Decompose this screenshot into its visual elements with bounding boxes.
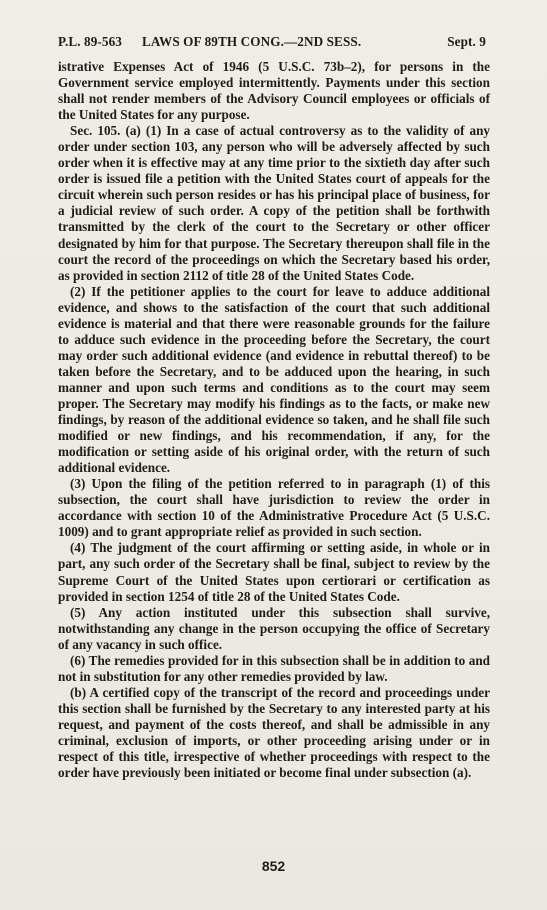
paragraph-sec-105-a-1: Sec. 105. (a) (1) In a case of actual controversy as to the validity of any order under section 103, any person who will be adversely affected by such order when it is effective may at any time prior to the sixtieth day after such order is issued file a petition with the United States court of appeals for the circuit wherein such person resides or has his principal place of business, for a judicial review of such order. A copy of the petition shall be forthwith transmitted by the clerk of the court to the Secretary or other officer designated by him for that purpose. The Secretary thereupon shall file in the court the record of the proceedings on which the Secretary based his order, as provided in section 2112 of title 28 of the United States Code. bbox=[58, 123, 490, 283]
paragraph-continuation: istrative Expenses Act of 1946 (5 U.S.C. 73b–2), for persons in the Government service employed intermittently. Payments under this section shall not render members of the Advisory Council employees or officials of the United States for any purpose. bbox=[58, 59, 490, 123]
paragraph-b: (b) A certified copy of the transcript of the record and proceedings under this section shall be furnished by the Secretary to any interested party at his request, and payment of the costs thereof, and shall be admissible in any criminal, exclusion of imports, or other proceeding arising under or in respect of this title, irrespective of whether proceedings with respect to the order have previously been initiated or become final under subsection (a). bbox=[58, 684, 490, 781]
running-title: LAWS OF 89TH CONG.—2ND SESS. bbox=[142, 34, 362, 49]
paragraph-a-5: (5) Any action instituted under this subsection shall survive, notwithstanding any change in the person occupying the office of Secretary of any vacancy in such office. bbox=[58, 604, 490, 652]
statute-body bbox=[58, 59, 490, 781]
public-law-number: P.L. 89-563 bbox=[58, 34, 122, 49]
header-date: Sept. 9 bbox=[447, 34, 486, 49]
paragraph-a-3: (3) Upon the filing of the petition referred to in paragraph (1) of this subsection, the court shall have jurisdiction to review the order in accordance with section 10 of the Administrative Procedure Act (5 U.S.C. 1009) and to grant appropriate relief as provided in such section. bbox=[58, 476, 490, 540]
page-number: 852 bbox=[261, 858, 286, 874]
paragraph-a-6: (6) The remedies provided for in this subsection shall be in addition to and not in substitution for any other remedies provided by law. bbox=[58, 652, 490, 684]
paragraph-a-2: (2) If the petitioner applies to the court for leave to adduce additional evidence, and shows to the satisfaction of the court that such additional evidence is material and that there were reasonable grounds for the failure to adduce such evidence in the proceeding before the Secretary, the court may order such additional evidence (and evidence in rebuttal thereof) to be taken before the Secretary, and to be adduced upon the hearing, in such manner and upon such terms and conditions as to the court may seem proper. The Secretary may modify his findings as to the facts, or make new findings, by reason of the additional evidence so taken, and he shall file such modified or new findings, and his recommendation, if any, for the modification or setting aside of his original order, with the return of such additional evidence. bbox=[58, 283, 490, 476]
paragraph-a-4: (4) The judgment of the court affirming or setting aside, in whole or in part, any such order of the Secretary shall be final, subject to review by the Supreme Court of the United States upon certiorari or certification as provided in section 1254 of title 28 of the United States Code. bbox=[58, 540, 490, 604]
running-header bbox=[58, 34, 486, 50]
